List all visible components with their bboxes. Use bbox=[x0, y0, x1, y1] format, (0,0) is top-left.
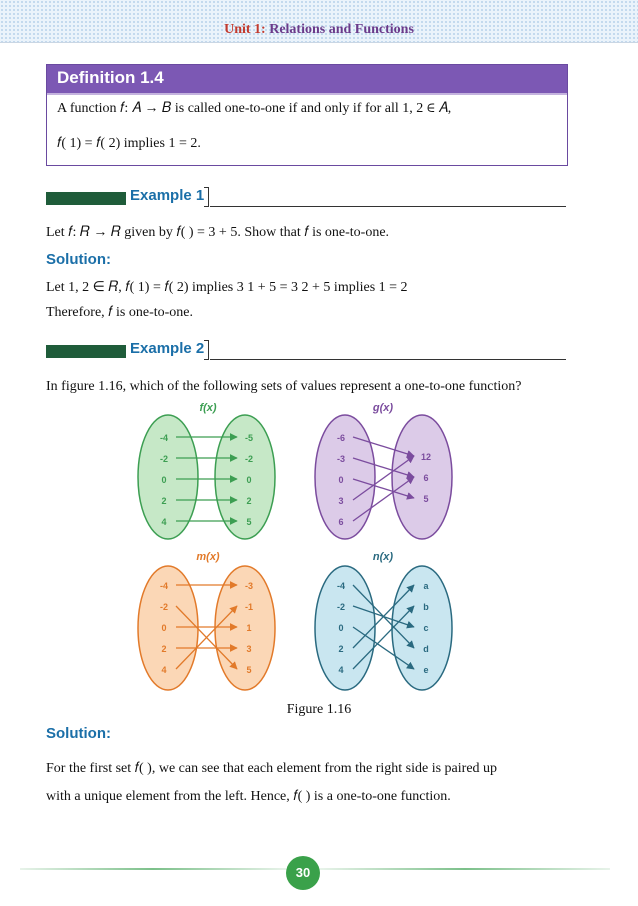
definition-title: Definition 1.4 bbox=[57, 68, 164, 87]
domain-value: -3 bbox=[336, 454, 346, 464]
domain-value: -2 bbox=[159, 602, 169, 612]
example-2-heading bbox=[46, 340, 566, 362]
domain-value: -6 bbox=[336, 433, 346, 443]
definition-box bbox=[46, 64, 568, 166]
definition-header bbox=[47, 65, 567, 95]
page-number: 30 bbox=[286, 856, 320, 890]
domain-value: 3 bbox=[338, 496, 344, 506]
codomain-value: e bbox=[423, 665, 429, 675]
header-title bbox=[0, 22, 638, 38]
domain-value: 4 bbox=[161, 665, 167, 675]
codomain-value: 2 bbox=[246, 496, 252, 506]
example-rule bbox=[210, 206, 566, 207]
header-divider bbox=[0, 42, 638, 43]
example-1-solution-line-2: Therefore, 𝑓 is one-to-one. bbox=[46, 305, 194, 320]
domain-value: -4 bbox=[159, 433, 169, 443]
example-2-question: In figure 1.16, which of the following sets of values represent a one-to-one function? bbox=[46, 379, 522, 394]
example-bracket bbox=[204, 187, 209, 207]
mapping-diagrams-figure bbox=[0, 395, 638, 705]
example-1-label: Example 1 bbox=[130, 187, 205, 204]
example-bar bbox=[46, 192, 126, 205]
example-2-solution-line-2: with a unique element from the left. Hence, 𝑓( ) is a one-to-one function. bbox=[46, 789, 451, 804]
domain-value: 0 bbox=[338, 475, 344, 485]
diagram-title: f(x) bbox=[199, 402, 217, 414]
codomain-value: 12 bbox=[420, 452, 432, 462]
codomain-value: 5 bbox=[423, 494, 429, 504]
codomain-oval bbox=[392, 415, 452, 539]
definition-line-2: 𝑓( 1) = 𝑓( 2) implies 1 = 2. bbox=[57, 136, 201, 151]
diagram-title: n(x) bbox=[372, 551, 394, 563]
diagram-title: m(x) bbox=[196, 551, 220, 563]
domain-value: 4 bbox=[161, 517, 167, 527]
codomain-value: 3 bbox=[246, 644, 252, 654]
codomain-value: -1 bbox=[244, 602, 254, 612]
codomain-value: 6 bbox=[423, 473, 429, 483]
domain-value: 0 bbox=[161, 475, 167, 485]
figure-caption: Figure 1.16 bbox=[286, 702, 352, 717]
domain-value: 4 bbox=[338, 665, 344, 675]
codomain-oval bbox=[392, 566, 452, 690]
domain-value: -4 bbox=[159, 581, 169, 591]
domain-value: 2 bbox=[161, 644, 167, 654]
example-1-solution-line-1: Let 1, 2 ∈ 𝑅, 𝑓( 1) = 𝑓( 2) implies 3 1 + 5 = 3 2 + 5 implies 1 = 2 bbox=[46, 280, 408, 295]
codomain-value: -5 bbox=[244, 433, 254, 443]
codomain-value: 5 bbox=[246, 517, 252, 527]
domain-value: -2 bbox=[336, 602, 346, 612]
example-bracket bbox=[204, 340, 209, 360]
header-topic: Relations and Functions bbox=[269, 22, 414, 37]
codomain-value: -2 bbox=[244, 454, 254, 464]
example-1-statement: Let 𝑓: 𝑅 → 𝑅 given by 𝑓( ) = 3 + 5. Show that 𝑓 is one-to-one. bbox=[46, 225, 390, 240]
domain-value: 6 bbox=[338, 517, 344, 527]
domain-value: 2 bbox=[338, 644, 344, 654]
example-bar bbox=[46, 345, 126, 358]
domain-value: 0 bbox=[338, 623, 344, 633]
domain-value: 2 bbox=[161, 496, 167, 506]
example-1-heading bbox=[46, 187, 566, 209]
definition-line-1: A function 𝑓: 𝐴 → 𝐵 is called one-to-one if and only if for all 1, 2 ∈ 𝐴, bbox=[57, 101, 452, 116]
codomain-value: 0 bbox=[246, 475, 252, 485]
codomain-value: c bbox=[423, 623, 429, 633]
codomain-value: -3 bbox=[244, 581, 254, 591]
example-2-solution-label: Solution: bbox=[46, 725, 111, 742]
example-rule bbox=[210, 359, 566, 360]
footer-rule-left bbox=[20, 868, 286, 870]
example-2-label: Example 2 bbox=[130, 340, 205, 357]
domain-value: -4 bbox=[336, 581, 346, 591]
footer-rule-right bbox=[320, 868, 610, 870]
codomain-value: 1 bbox=[246, 623, 252, 633]
domain-value: -2 bbox=[159, 454, 169, 464]
example-1-solution-label: Solution: bbox=[46, 251, 111, 268]
header-unit: Unit 1: bbox=[224, 22, 266, 37]
domain-value: 0 bbox=[161, 623, 167, 633]
codomain-value: 5 bbox=[246, 665, 252, 675]
codomain-value: b bbox=[423, 602, 429, 612]
codomain-value: a bbox=[423, 581, 429, 591]
example-2-solution-line-1: For the first set 𝑓( ), we can see that each element from the right side is paired up bbox=[46, 761, 498, 776]
diagram-title: g(x) bbox=[372, 402, 394, 414]
codomain-value: d bbox=[423, 644, 429, 654]
